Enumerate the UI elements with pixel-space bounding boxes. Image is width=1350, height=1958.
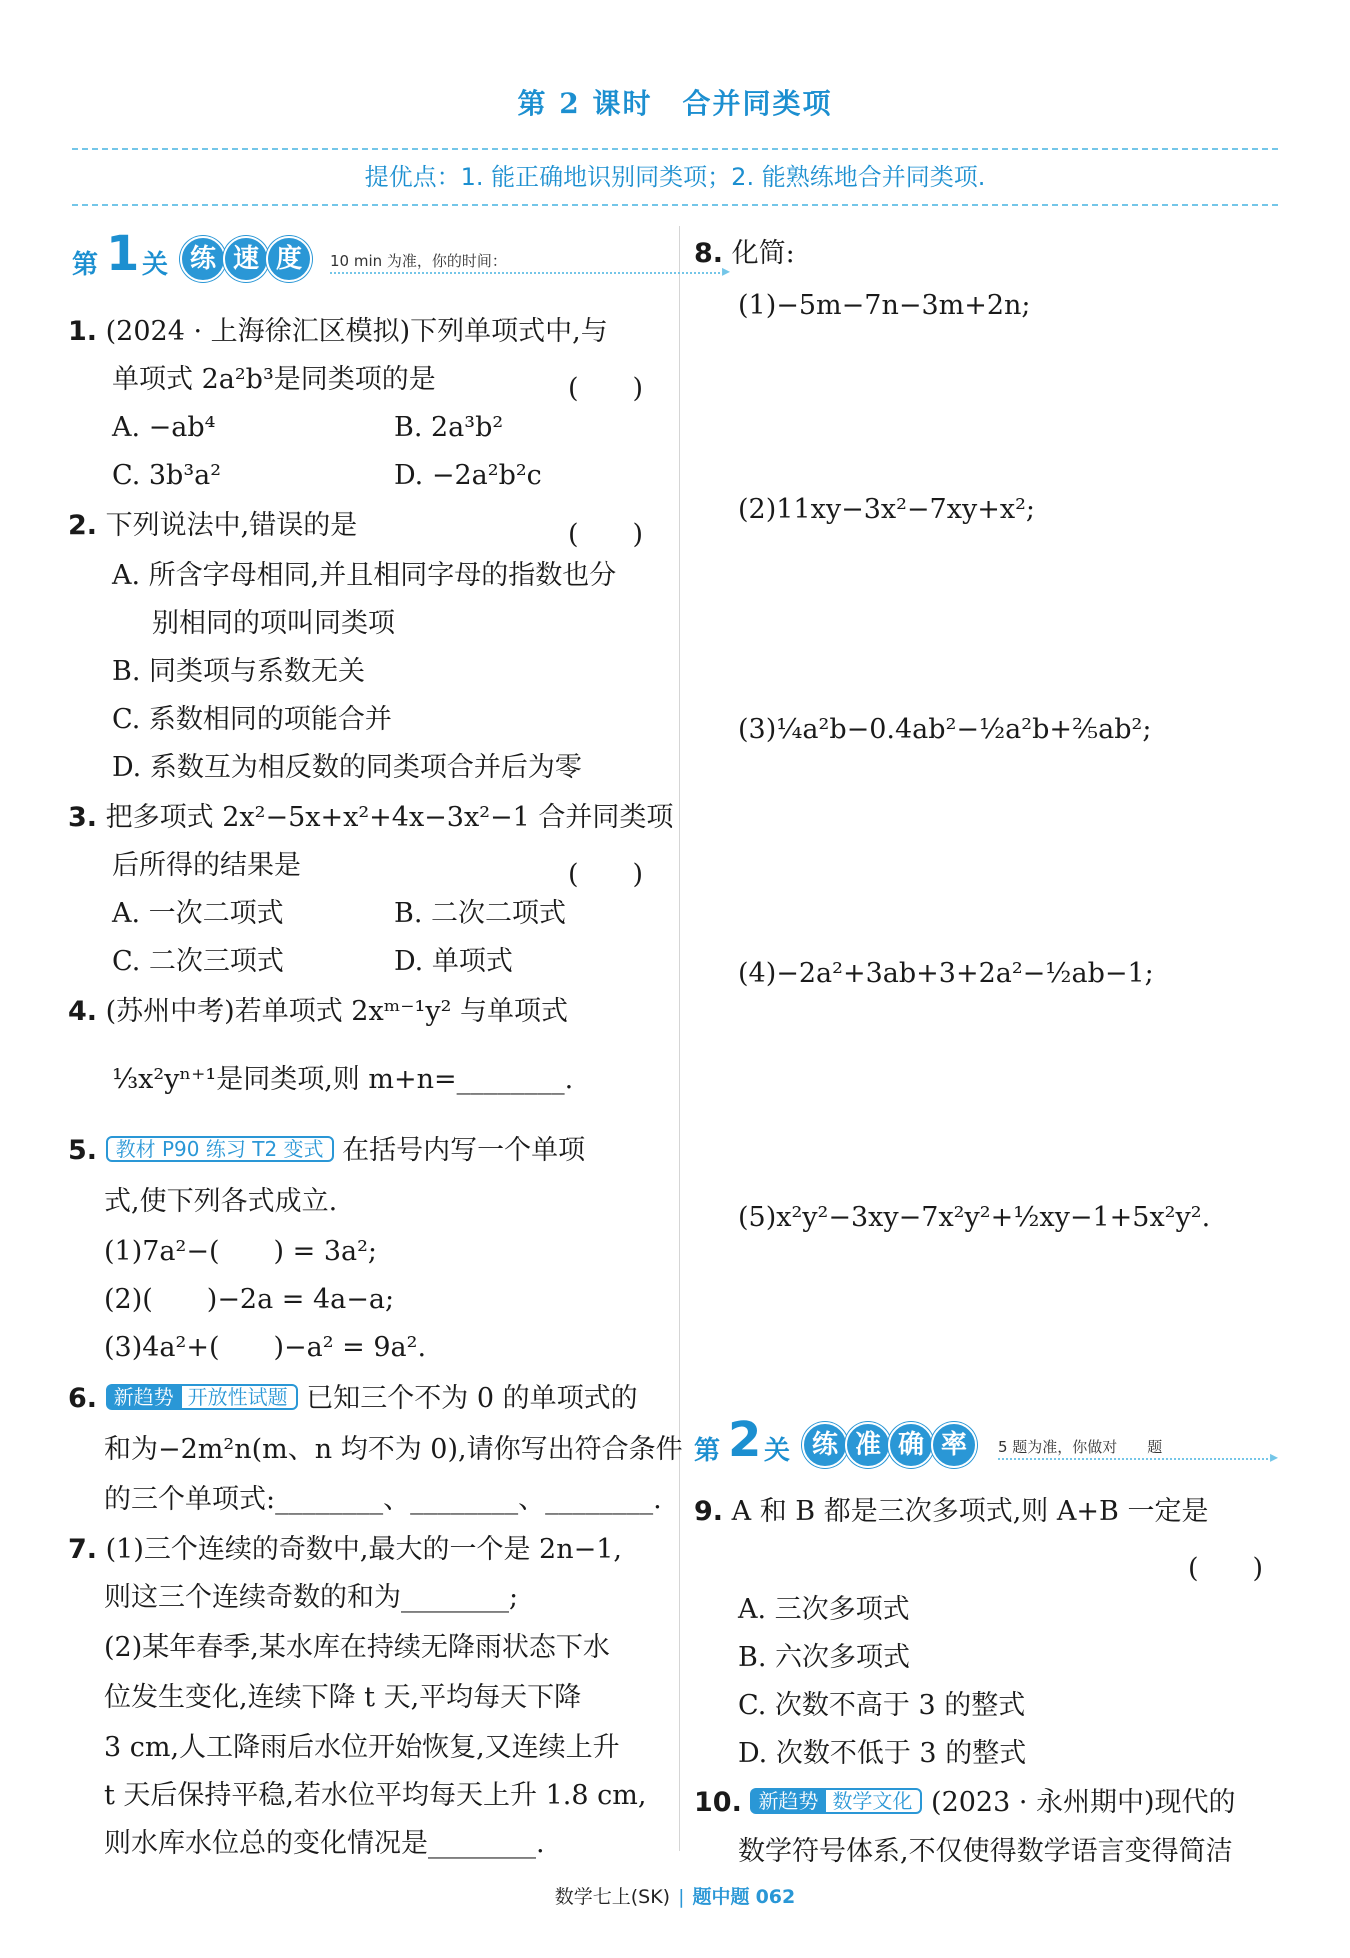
book-title: 数学七上(SK) (554, 1886, 671, 1908)
question-3-stem: 后所得的结果是 (112, 850, 301, 881)
question-4: 4. (苏州中考)若单项式 2xᵐ⁻¹y² 与单项式 (68, 996, 568, 1027)
question-6-blanks: 的三个单项式:________、________、________. (104, 1484, 662, 1515)
level-title-char: 练 (180, 236, 226, 282)
question-6-stem: 和为−2m²n(m、n 均不为 0),请你写出符合条件 (104, 1434, 683, 1465)
level-1-header (72, 226, 662, 286)
type-tag: 开放性试题 (178, 1384, 298, 1410)
question-4-stem: ⅓x²yⁿ⁺¹是同类项,则 m+n=________. (112, 1064, 574, 1095)
level-title-char: 准 (845, 1422, 891, 1468)
question-7-stem: 3 cm,人工降雨后水位开始恢复,又连续上升 (104, 1732, 620, 1763)
series-name: 题中题 (692, 1886, 750, 1908)
sub-question: (4)−2a²+3ab+3+2a²−½ab−1; (738, 958, 1154, 989)
column-divider (679, 226, 680, 1851)
question-7-stem: 则水库水位总的变化情况是________. (104, 1828, 545, 1859)
option-b: B. 2a³b² (394, 412, 504, 443)
option-b: B. 六次多项式 (738, 1642, 911, 1673)
option-c: C. 3b³a² (112, 460, 222, 491)
level-number: 2 (728, 1412, 762, 1468)
sub-question: (2)11xy−3x²−7xy+x²; (738, 494, 1035, 525)
level-guan: 关 (764, 1436, 791, 1466)
option-a-cont: 别相同的项叫同类项 (152, 608, 395, 639)
trend-tag: 新趋势 (106, 1384, 182, 1410)
answer-paren: ( ) (568, 859, 644, 890)
page-footer (0, 1882, 1350, 1909)
footer-separator: | (678, 1886, 685, 1908)
level-note: 10 min 为准，你的时间： (330, 252, 507, 270)
option-b: B. 同类项与系数无关 (112, 656, 366, 687)
option-a: A. −ab⁴ (112, 412, 216, 443)
sub-question: (3)4a²+( )−a² = 9a². (104, 1332, 427, 1363)
question-7-stem: (2)某年春季,某水库在持续无降雨状态下水 (104, 1632, 610, 1663)
lesson-title: 第 2 课时 合并同类项 (517, 87, 833, 120)
level-title-char: 练 (802, 1422, 848, 1468)
question-9: 9. A 和 B 都是三次多项式,则 A+B 一定是 (694, 1496, 1209, 1527)
option-c: C. 系数相同的项能合并 (112, 704, 392, 735)
question-7: 7. (1)三个连续的奇数中,最大的一个是 2n−1, (68, 1534, 623, 1565)
question-3: 3. 把多项式 2x²−5x+x²+4x−3x²−1 合并同类项 (68, 802, 674, 833)
option-c: C. 次数不高于 3 的整式 (738, 1690, 1026, 1721)
level-title (180, 236, 309, 282)
level-title (802, 1422, 974, 1468)
question-7-stem: 则这三个连续奇数的和为________; (104, 1582, 519, 1613)
sub-question: (2)( )−2a = 4a−a; (104, 1284, 395, 1315)
trend-tag: 新趋势 (750, 1788, 826, 1814)
sub-question: (3)¼a²b−0.4ab²−½a²b+⅖ab²; (738, 714, 1152, 745)
option-d: D. −2a²b²c (394, 460, 542, 491)
level-title-char: 确 (888, 1422, 934, 1468)
option-d: D. 系数互为相反数的同类项合并后为零 (112, 752, 582, 783)
question-5: 5. 教材 P90 练习 T2 变式 在括号内写一个单项 (68, 1135, 586, 1166)
dotted-arrow (998, 1458, 1268, 1460)
option-c: C. 二次三项式 (112, 946, 284, 977)
objective-bar: 提优点：1. 能正确地识别同类项；2. 能熟练地合并同类项. (72, 148, 1278, 206)
level-note: 5 题为准，你做对 题 (998, 1438, 1163, 1456)
question-2: 2. 下列说法中,错误的是 (68, 510, 358, 541)
question-8: 8. 化简: (694, 238, 795, 269)
level-title-char: 度 (266, 236, 312, 282)
level-guan: 关 (142, 250, 169, 280)
sub-question: (1)−5m−7n−3m+2n; (738, 290, 1031, 321)
level-2-header (694, 1412, 1284, 1472)
option-a: A. 一次二项式 (112, 898, 284, 929)
sub-question: (5)x²y²−3xy−7x²y²+½xy−1+5x²y². (738, 1202, 1211, 1233)
answer-paren: ( ) (568, 519, 644, 550)
question-7-stem: 位发生变化,连续下降 t 天,平均每天下降 (104, 1682, 582, 1713)
question-1: 1. (2024 · 上海徐汇区模拟)下列单项式中,与 (68, 316, 608, 347)
question-7-stem: t 天后保持平稳,若水位平均每天上升 1.8 cm, (104, 1780, 647, 1811)
level-di: 第 (72, 250, 99, 280)
option-a: A. 所含字母相同,并且相同字母的指数也分 (112, 560, 617, 591)
dotted-arrow (330, 272, 720, 274)
level-number: 1 (106, 226, 140, 282)
option-d: D. 单项式 (394, 946, 513, 977)
question-10: 10. 新趋势 数学文化 (2023 · 永州期中)现代的 (694, 1787, 1236, 1818)
textbook-tag: 教材 P90 练习 T2 变式 (106, 1136, 334, 1162)
option-b: B. 二次二项式 (394, 898, 567, 929)
level-di: 第 (694, 1436, 721, 1466)
sub-question: (1)7a²−( ) = 3a²; (104, 1236, 378, 1267)
question-1-stem: 单项式 2a²b³是同类项的是 (112, 364, 436, 395)
question-6: 6. 新趋势 开放性试题 已知三个不为 0 的单项式的 (68, 1383, 638, 1414)
answer-paren: ( ) (1188, 1553, 1264, 1584)
page-number: 062 (755, 1886, 796, 1908)
question-5-stem: 式,使下列各式成立. (104, 1186, 338, 1217)
option-d: D. 次数不低于 3 的整式 (738, 1738, 1027, 1769)
option-a: A. 三次多项式 (738, 1594, 910, 1625)
question-10-stem: 数学符号体系,不仅使得数学语言变得简洁 (738, 1836, 1233, 1867)
level-title-char: 速 (223, 236, 269, 282)
type-tag: 数学文化 (822, 1788, 922, 1814)
answer-paren: ( ) (568, 373, 644, 404)
level-title-char: 率 (931, 1422, 977, 1468)
